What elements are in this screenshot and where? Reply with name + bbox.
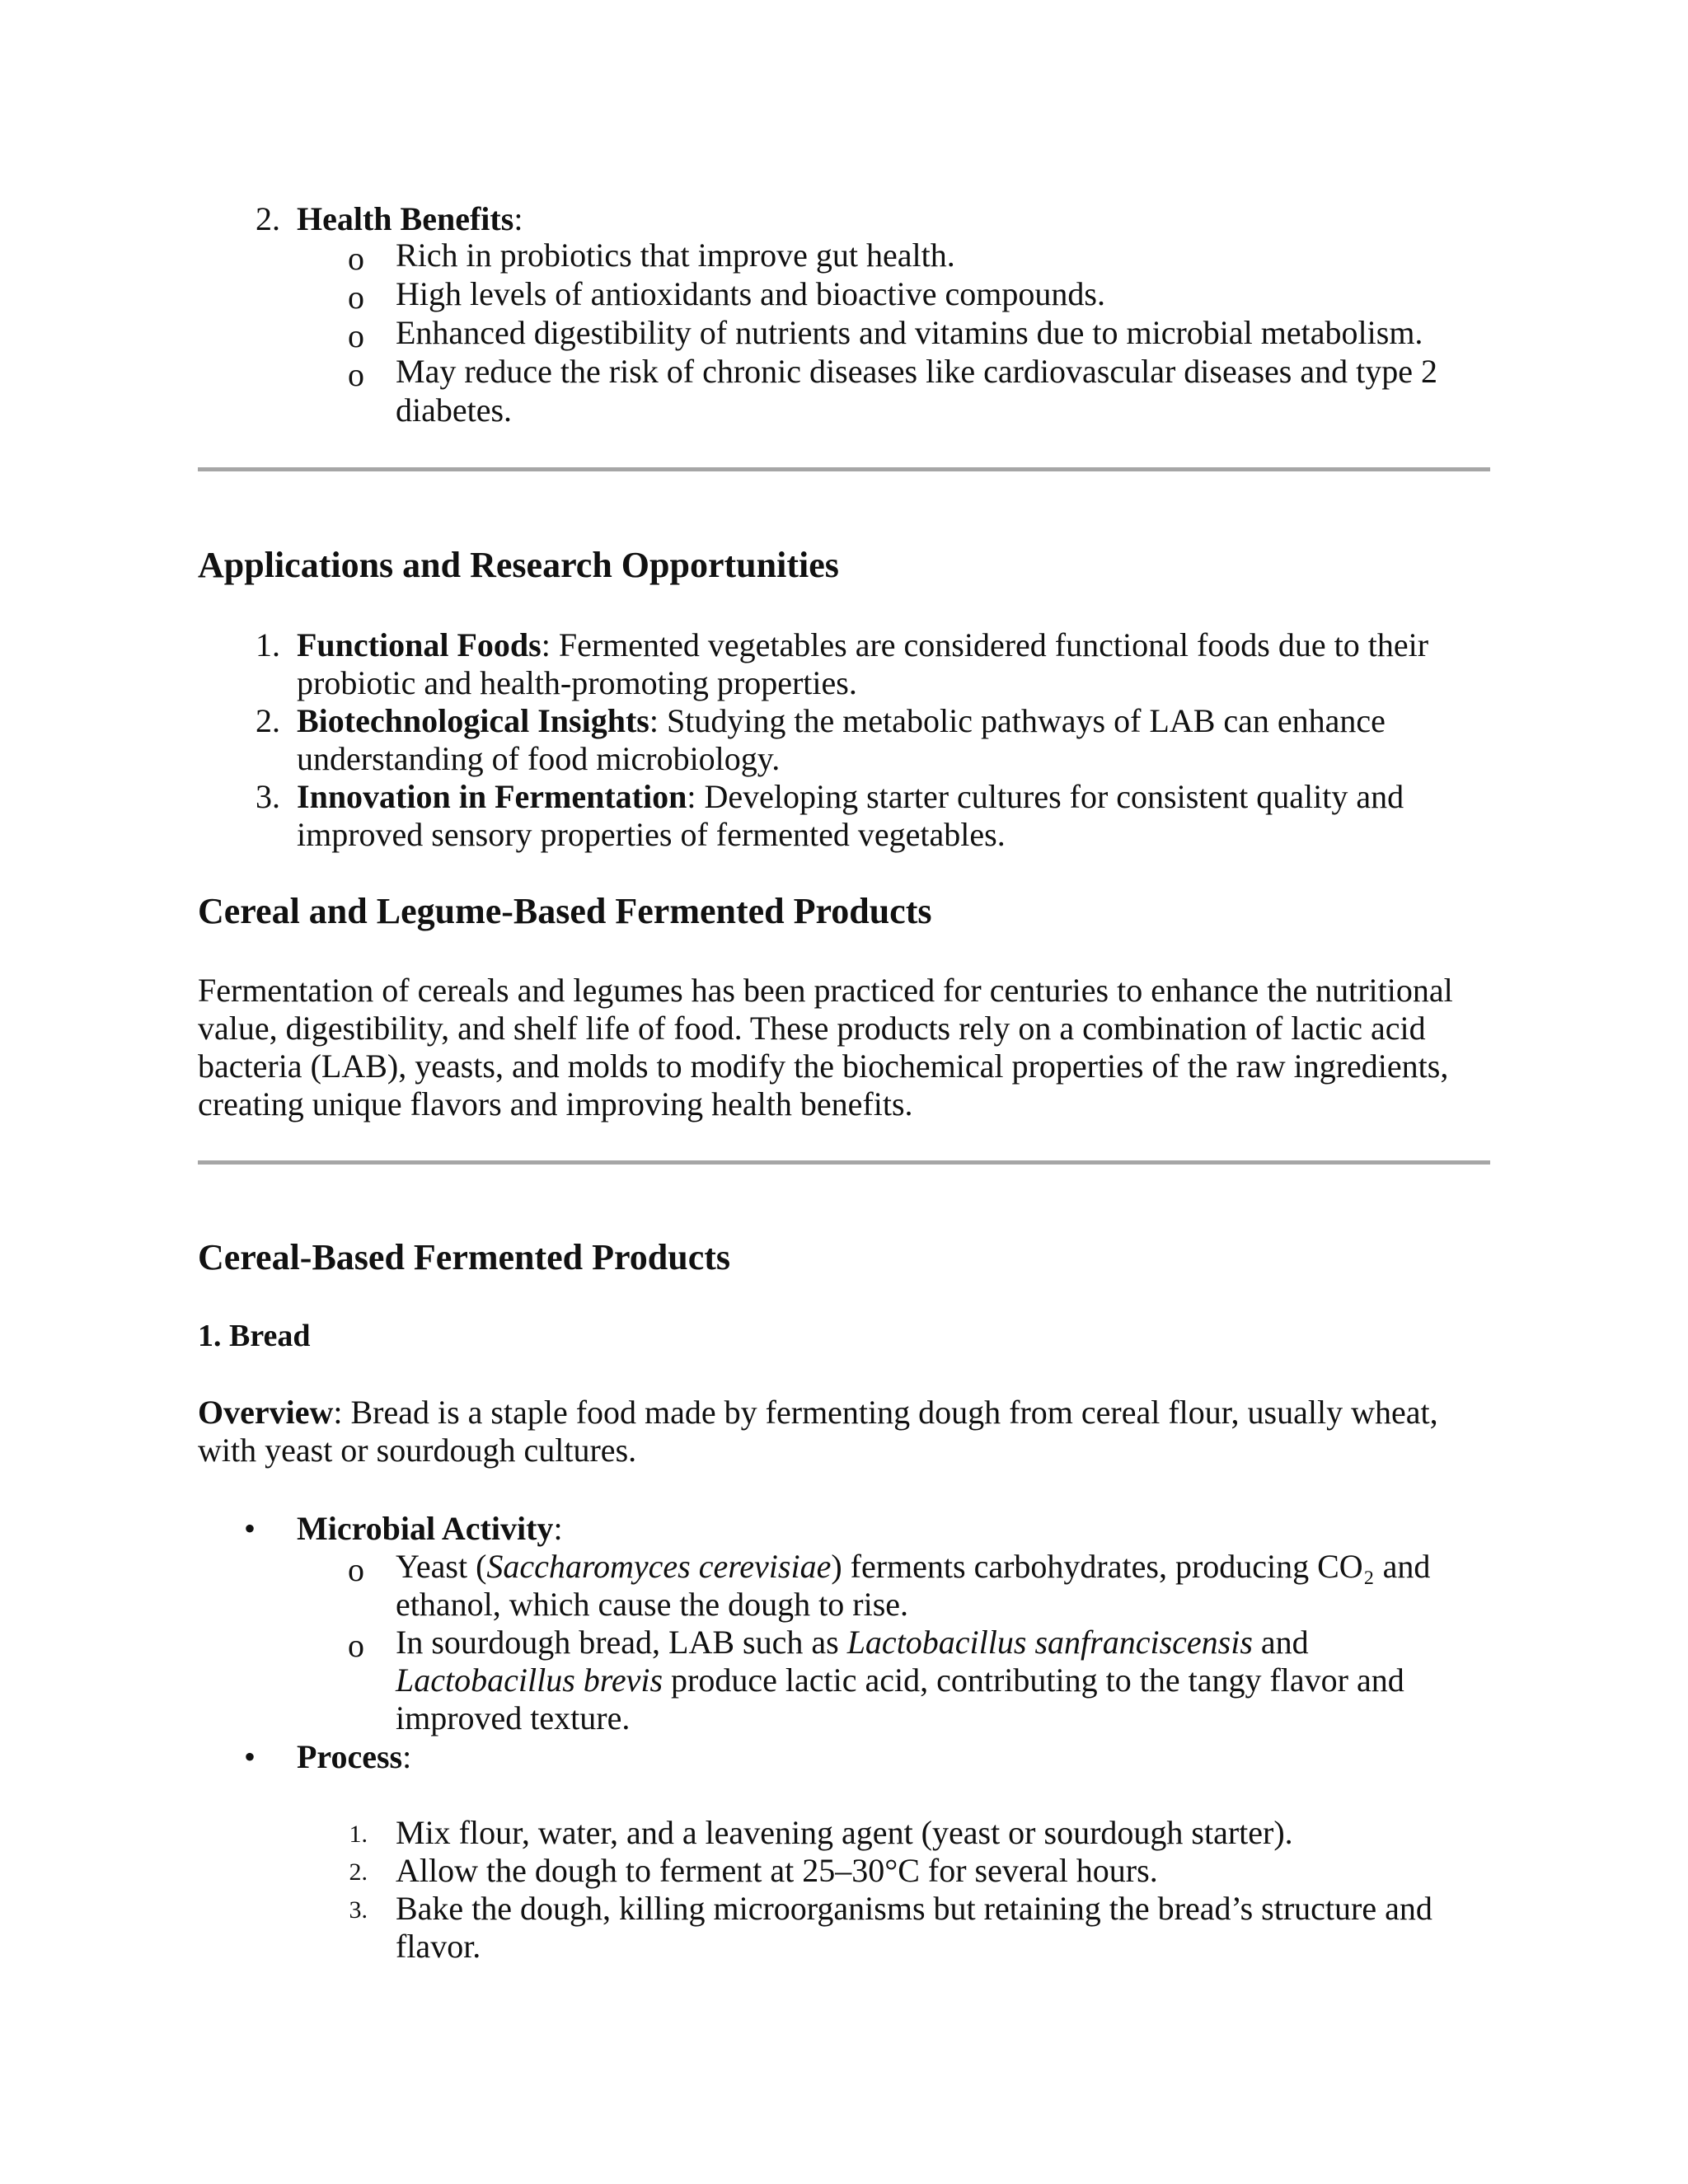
horizontal-rule (198, 467, 1490, 471)
list-item-continuation: probiotic and health-promoting properties. (297, 664, 857, 701)
bullet-circle: o (348, 279, 364, 316)
bullet-circle: o (348, 356, 364, 393)
bullet-dot: • (244, 1738, 256, 1775)
process-step: Allow the dough to ferment at 25–30°C for several hours. (396, 1852, 1158, 1889)
list-number: 2. (256, 200, 280, 237)
list-item-continuation: diabetes. (396, 391, 513, 429)
process-step-continuation: flavor. (396, 1928, 481, 1965)
overview-paragraph: Overview: Bread is a staple food made by fermenting dough from cereal flour, usually wheat, (198, 1394, 1438, 1431)
applications-heading: Applications and Research Opportunities (198, 545, 839, 585)
list-number: 2. (256, 702, 280, 739)
horizontal-rule (198, 1160, 1490, 1165)
paragraph-line: bacteria (LAB), yeasts, and molds to modify the biochemical properties of the raw ingredients, (198, 1047, 1449, 1085)
list-item: Rich in probiotics that improve gut health. (396, 237, 955, 274)
list-item: May reduce the risk of chronic diseases like cardiovascular diseases and type 2 (396, 353, 1437, 390)
cereal-based-heading: Cereal-Based Fermented Products (198, 1237, 731, 1277)
list-item-continuation: Lactobacillus brevis produce lactic acid, contributing to the tangy flavor and (396, 1661, 1404, 1699)
list-item: Enhanced digestibility of nutrients and vitamins due to microbial metabolism. (396, 314, 1423, 351)
bullet-circle: o (348, 240, 364, 277)
paragraph-line: Fermentation of cereals and legumes has been practiced for centuries to enhance the nutritional (198, 972, 1453, 1009)
list-item: Functional Foods: Fermented vegetables are considered functional foods due to their (297, 626, 1429, 663)
process-heading: Process: (297, 1738, 412, 1775)
step-number: 2. (349, 1858, 368, 1886)
list-item: In sourdough bread, LAB such as Lactobacillus sanfranciscensis and (396, 1624, 1309, 1661)
process-step: Bake the dough, killing microorganisms but retaining the bread’s structure and (396, 1890, 1432, 1927)
bread-subheading: 1. Bread (198, 1319, 311, 1353)
list-number: 3. (256, 778, 280, 815)
step-number: 1. (349, 1821, 368, 1848)
paragraph-line: value, digestibility, and shelf life of food. These products rely on a combination of lactic acid (198, 1010, 1426, 1047)
list-number: 1. (256, 626, 280, 663)
list-item-continuation: improved texture. (396, 1699, 631, 1736)
bullet-circle: o (348, 317, 364, 354)
microbial-activity-heading: Microbial Activity: (297, 1510, 563, 1547)
bullet-circle: o (348, 1551, 364, 1588)
bullet-dot: • (244, 1510, 256, 1547)
process-step: Mix flour, water, and a leavening agent (yeast or sourdough starter). (396, 1814, 1293, 1851)
list-item-continuation: improved sensory properties of fermented vegetables. (297, 816, 1006, 853)
paragraph-line: with yeast or sourdough cultures. (198, 1432, 637, 1469)
list-item: Biotechnological Insights: Studying the metabolic pathways of LAB can enhance (297, 702, 1386, 739)
list-item: Innovation in Fermentation: Developing starter cultures for consistent quality and (297, 778, 1404, 815)
health-benefits-heading: Health Benefits: (297, 200, 523, 237)
list-item: High levels of antioxidants and bioactive compounds. (396, 275, 1105, 312)
bullet-circle: o (348, 1627, 364, 1664)
paragraph-line: creating unique flavors and improving health benefits. (198, 1085, 913, 1122)
list-item-continuation: understanding of food microbiology. (297, 740, 781, 777)
list-item-continuation: ethanol, which cause the dough to rise. (396, 1586, 909, 1623)
cereal-legume-heading: Cereal and Legume-Based Fermented Products (198, 891, 932, 931)
step-number: 3. (349, 1896, 368, 1924)
list-item: Yeast (Saccharomyces cerevisiae) ferments carbohydrates, producing CO₂ and (396, 1548, 1431, 1585)
